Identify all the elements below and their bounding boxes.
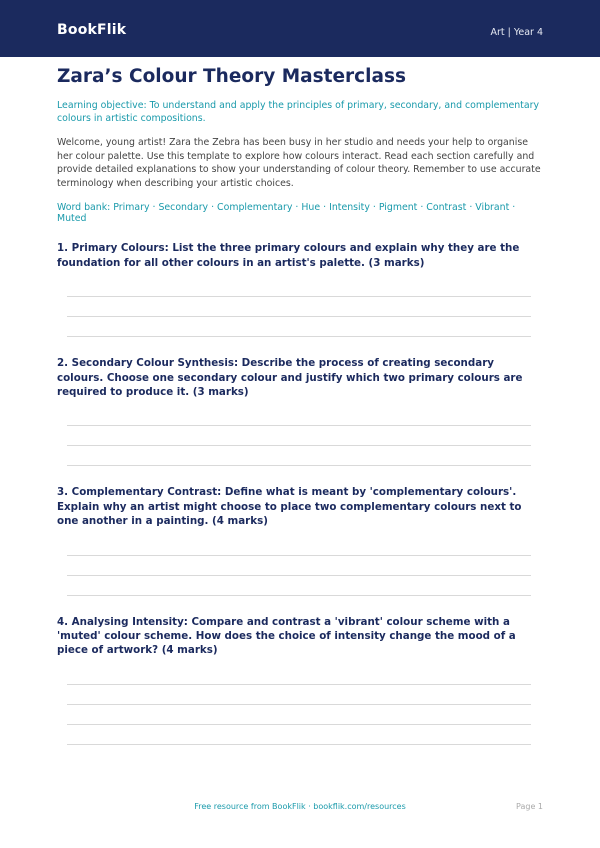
- subject-year-label: Art | Year 4: [490, 27, 543, 38]
- question-text: 3. Complementary Contrast: Define what is meant by 'complementary colours'. Explain why an artist might choose to place two complementary colours next to one another in a painting. (4 marks): [57, 486, 522, 528]
- question-text: 1. Primary Colours: List the three primary colours and explain why they are the foundation for all other colours in an artist's palette. (3 marks): [57, 242, 520, 269]
- answer-line[interactable]: [67, 425, 531, 426]
- answer-line[interactable]: [67, 336, 531, 337]
- answer-line[interactable]: [67, 445, 531, 446]
- answer-line[interactable]: [67, 744, 531, 745]
- header-bar: [0, 0, 600, 57]
- learning-objective: Learning objective: To understand and apply the principles of primary, secondary, and complementary colours in artistic compositions.: [57, 100, 540, 124]
- answer-line[interactable]: [67, 465, 531, 466]
- answer-area[interactable]: [67, 296, 531, 337]
- question-3: [57, 485, 543, 595]
- answer-line[interactable]: [67, 296, 531, 297]
- question-text: 4. Analysing Intensity: Compare and contrast a 'vibrant' colour scheme with a 'muted' colour scheme. How does the choice of intensity change the mood of a piece of artwork? (4 marks): [57, 615, 516, 657]
- question-4: [57, 615, 543, 745]
- answer-line[interactable]: [67, 724, 531, 725]
- page-number: Page 1: [516, 802, 543, 811]
- word-bank: Word bank: Primary · Secondary · Complementary · Hue · Intensity · Pigment · Contrast · Vibrant · Muted: [57, 202, 516, 225]
- answer-line[interactable]: [67, 555, 531, 556]
- answer-area[interactable]: [67, 684, 531, 745]
- answer-line[interactable]: [67, 684, 531, 685]
- footer-link[interactable]: Free resource from BookFlik · bookflik.com/resources: [194, 802, 406, 811]
- page-title: Zara’s Colour Theory Masterclass: [57, 66, 406, 87]
- answer-line[interactable]: [67, 704, 531, 705]
- question-2: [57, 356, 543, 466]
- answer-area[interactable]: [67, 555, 531, 596]
- intro-paragraph: Welcome, young artist! Zara the Zebra has been busy in her studio and needs your help to organise her colour palette. Use this template to explore how colours interact. Read each section carefully and provide detailed explanations to show your understanding of colour theory. Remember to use accurate terminology when describing your artistic choices.: [57, 137, 541, 189]
- answer-line[interactable]: [67, 575, 531, 576]
- answer-area[interactable]: [67, 425, 531, 466]
- answer-line[interactable]: [67, 316, 531, 317]
- question-text: 2. Secondary Colour Synthesis: Describe the process of creating secondary colours. Choose one secondary colour and justify which two primary colours are required to produce it. (3 marks): [57, 357, 523, 398]
- worksheet-body: [57, 66, 543, 764]
- brand-logo[interactable]: BookFlik: [57, 22, 127, 38]
- answer-line[interactable]: [67, 595, 531, 596]
- question-1: [57, 241, 543, 337]
